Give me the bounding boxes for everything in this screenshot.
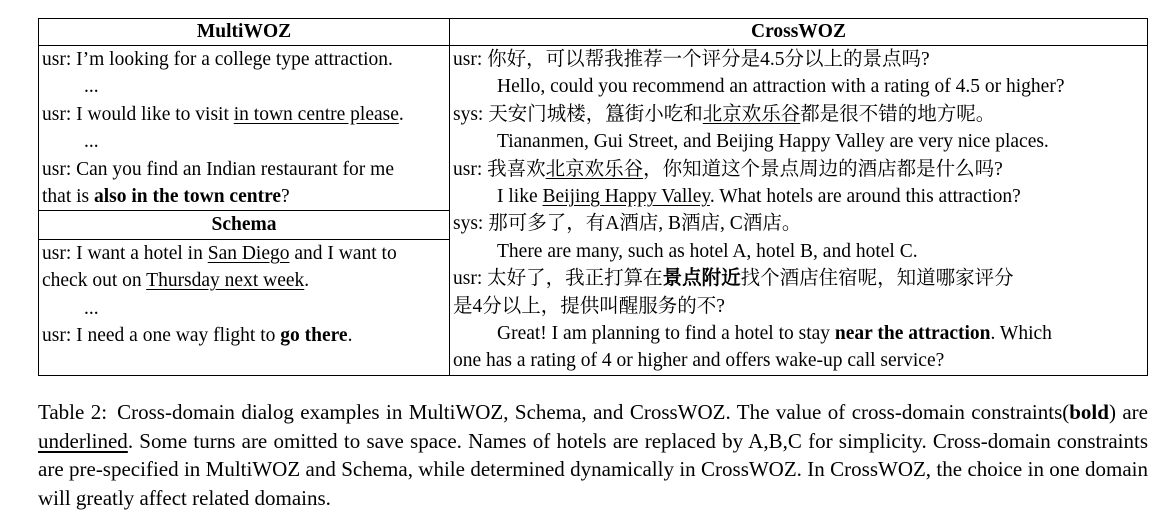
multiwoz-line: [42, 156, 446, 183]
underlined-constraint: 北京欢乐谷: [545, 158, 644, 180]
schema-header: Schema: [39, 210, 449, 239]
multiwoz-turn-text: usr: I’m looking for a college type attraction.: [42, 49, 393, 70]
multiwoz-turn-text: .: [398, 103, 404, 125]
multiwoz-dialog: [39, 46, 449, 210]
bold-constraint: 景点附近: [662, 268, 741, 290]
crosswoz-translation: [453, 183, 1144, 210]
crosswoz-turn-text: 找个酒店住宿呢，知道哪家评分: [740, 268, 1014, 290]
caption-text: Cross-domain dialog examples in MultiWOZ, Schema, and CrossWOZ. The value of cross-domain constraints(: [117, 400, 1070, 424]
caption-underlined-word: underlined: [38, 428, 128, 453]
crosswoz-turn-text: sys: 天安门城楼，簋街小吃和: [453, 103, 703, 125]
crosswoz-turn-text: Great! I am planning to find a hotel to stay: [497, 323, 835, 345]
caption-text: . Some turns are omitted to save space. Names of hotels are replaced by A,B,C for simplicity. Cross-domain constraints are pre-specified in MultiWOZ and Schema, while determined dynamically in CrossWOZ. In CrossWOZ, the choice in one domain will greatly affect related domains.: [38, 428, 1148, 510]
bold-constraint: also in the town centre: [94, 186, 282, 208]
crosswoz-translation: There are many, such as hotel A, hotel B, and hotel C.: [497, 240, 918, 262]
ellipsis: ...: [84, 131, 99, 153]
crosswoz-line: usr: 你好，可以帮我推荐一个评分是4.5分以上的景点吗?: [453, 49, 930, 70]
schema-turn-text: .: [304, 270, 310, 292]
schema-turn-text: check out on: [42, 270, 147, 292]
schema-line: [42, 240, 446, 267]
ellipsis: ...: [84, 297, 99, 319]
crosswoz-turn-text: ，你知道这个景点周边的酒店都是什么吗?: [643, 158, 1003, 180]
crosswoz-translation: Hello, could you recommend an attraction with a rating of 4.5 or higher?: [497, 76, 1065, 98]
crosswoz-turn-text: . What hotels are around this attraction?: [709, 186, 1021, 208]
table-caption: [38, 398, 1148, 512]
bold-constraint: near the attraction: [834, 323, 991, 345]
schema-line: [42, 322, 446, 349]
schema-turn-text: and I want to: [289, 242, 397, 264]
multiwoz-turn-text: usr: Can you find an Indian restaurant for me: [42, 158, 394, 180]
caption-text: ) are: [1108, 400, 1148, 424]
multiwoz-line: [42, 46, 446, 73]
crosswoz-translation: Tiananmen, Gui Street, and Beijing Happy Valley are very nice places.: [497, 131, 1049, 153]
multiwoz-turn-text: usr: I would like to visit: [42, 103, 234, 125]
schema-line: [42, 267, 446, 294]
caption-label: Table 2:: [38, 400, 108, 424]
schema-turn-text: .: [347, 325, 353, 347]
table-body-row: [39, 46, 1148, 376]
crosswoz-turn-text: I like: [497, 186, 543, 208]
caption-bold-word: bold: [1069, 400, 1109, 424]
dialog-examples-table: [38, 18, 1148, 376]
underlined-constraint: 北京欢乐谷: [702, 103, 801, 125]
underlined-constraint: San Diego: [207, 242, 290, 264]
ellipsis: ...: [84, 76, 99, 98]
schema-turn-text: usr: I want a hotel in: [42, 242, 208, 264]
crosswoz-turn-text: usr: 我喜欢: [453, 158, 546, 180]
left-column: [39, 46, 450, 376]
crosswoz-line: [453, 265, 1144, 292]
crosswoz-line: 是4分以上，提供叫醒服务的不?: [453, 295, 725, 317]
crosswoz-header: CrossWOZ: [450, 19, 1148, 46]
schema-dialog: [39, 240, 449, 350]
underlined-constraint: Thursday next week: [146, 270, 305, 292]
bold-constraint: go there: [280, 325, 348, 347]
schema-turn-text: usr: I need a one way flight to: [42, 325, 281, 347]
crosswoz-translation: one has a rating of 4 or higher and offers wake-up call service?: [453, 350, 945, 372]
crosswoz-turn-text: . Which: [990, 323, 1052, 345]
crosswoz-line: [453, 101, 1144, 128]
multiwoz-turn-text: ?: [281, 186, 290, 208]
multiwoz-line: [42, 183, 446, 210]
crosswoz-turn-text: usr: 太好了，我正打算在: [453, 268, 663, 290]
crosswoz-line: sys: 那可多了，有A酒店, B酒店, C酒店。: [453, 213, 802, 235]
multiwoz-turn-text: that is: [42, 186, 94, 208]
crosswoz-dialog: [450, 46, 1148, 376]
table-header-row: [39, 19, 1148, 46]
crosswoz-turn-text: 都是很不错的地方呢。: [800, 103, 996, 125]
crosswoz-line: [453, 156, 1144, 183]
multiwoz-header: MultiWOZ: [39, 19, 450, 46]
multiwoz-line: [42, 101, 446, 128]
underlined-constraint: in town centre please: [233, 103, 399, 125]
crosswoz-translation: [453, 320, 1144, 347]
underlined-constraint: Beijing Happy Valley: [542, 186, 710, 208]
